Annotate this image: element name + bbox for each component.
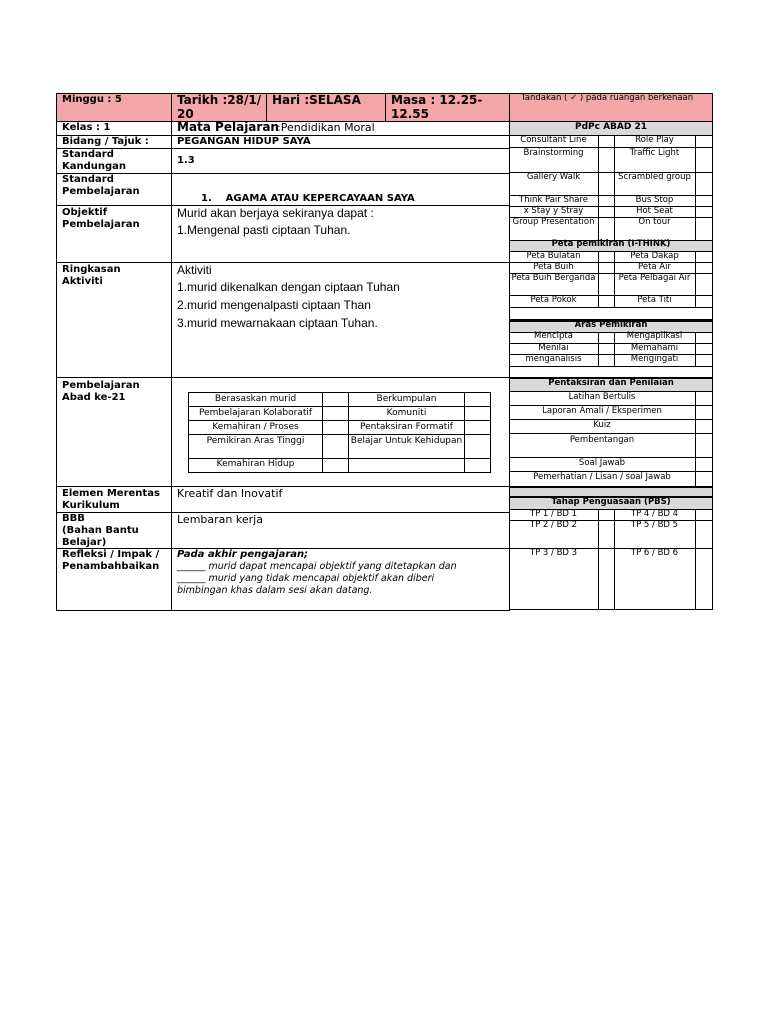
- refleksi-label-2: Penambahbaikan: [62, 561, 160, 572]
- elemen-value: Kreatif dan Inovatif: [177, 487, 283, 500]
- pentaksiran-item: Pembentangan: [569, 435, 635, 445]
- row-line: [56, 486, 510, 487]
- right-grid-line: [509, 366, 713, 367]
- abad-item: Kemahiran Hidup: [216, 459, 295, 469]
- pdpc-title: PdPc ABAD 21: [574, 122, 648, 132]
- aras-item: menganalisis: [525, 354, 582, 364]
- pentaksiran-item: Pemerhatian / Lisan / soal Jawab: [533, 472, 671, 482]
- pdpc-item: Role Play: [635, 135, 674, 145]
- obj-line-2: 1.Mengenal pasti ciptaan Tuhan.: [177, 223, 351, 237]
- right-grid-line: [598, 251, 599, 307]
- abad-item: Berasaskan murid: [214, 394, 297, 404]
- mata-value: :Pendidikan Moral: [277, 121, 375, 134]
- tahap-item: TP 6 / BD 6: [630, 548, 679, 558]
- tarikh-line1: Tarikh :28/1/: [177, 93, 262, 107]
- tahap-item: TP 4 / BD 4: [630, 509, 679, 519]
- ithink-item: Peta Buih Berganda: [511, 273, 596, 283]
- right-grid-line: [695, 332, 696, 366]
- ithink-item: Peta Pelbagai Air: [618, 273, 691, 283]
- pdpc-item: x Stay y Stray: [523, 206, 584, 216]
- abad-item: Kemahiran / Proses: [212, 422, 299, 432]
- minggu-text: Minggu : 5: [62, 94, 122, 105]
- tahap-item: TP 3 / BD 3: [529, 548, 578, 558]
- right-grid-line: [509, 307, 713, 308]
- pdpc-item: Brainstorming: [523, 148, 584, 158]
- pentaksiran-item: Soal Jawab: [578, 458, 626, 468]
- pentaksiran-item: Latihan Bertulis: [568, 392, 636, 402]
- sp-label-2: Pembelajaran: [62, 186, 140, 197]
- sk-label-2: Kandungan: [62, 161, 127, 172]
- ithink-item: Peta Air: [638, 262, 671, 272]
- sp-label-1: Standard: [62, 174, 114, 185]
- ithink-item: Peta Titi: [637, 295, 672, 305]
- abad-grid-line: [188, 434, 491, 435]
- aras-title: Aras Pemikiran: [574, 320, 648, 330]
- abad-item: Komuniti: [386, 408, 427, 418]
- pdpc-item: Scrambled group: [618, 172, 691, 182]
- ithink-item: Peta Dakap: [630, 251, 679, 261]
- elemen-label-2: Kurikulum: [62, 500, 120, 511]
- ringkasan-label-2: Aktiviti: [62, 276, 103, 287]
- bidang-label: Bidang / Tajuk :: [62, 136, 149, 147]
- right-grid-line: [695, 135, 696, 240]
- pdpc-item: Gallery Walk: [526, 172, 581, 182]
- pentaksiran-item: Laporan Amali / Eksperimen: [542, 406, 662, 416]
- row-line: [56, 377, 510, 378]
- abad-grid-line: [322, 392, 323, 473]
- masa-line2: 12.55: [391, 107, 429, 121]
- ringkasan-line: 3.murid mewarnakaan ciptaan Tuhan.: [177, 316, 378, 330]
- right-grid-line: [695, 509, 696, 610]
- refleksi-line-3: bimbingan khas dalam sesi akan datang.: [177, 585, 373, 596]
- tahap-title: Tahap Penguasaan (PBS): [551, 497, 671, 507]
- obj-label-1: Objektif: [62, 207, 108, 218]
- row-line: [56, 148, 510, 149]
- abad-grid-line: [464, 392, 465, 473]
- row-line: [56, 512, 510, 513]
- pdpc-item: Think Pair Share: [519, 195, 588, 205]
- refleksi-label-1: Refleksi / Impak /: [62, 549, 160, 560]
- bbb-value: Lembaran kerja: [177, 513, 263, 526]
- refleksi-heading: Pada akhir pengajaran;: [177, 549, 309, 560]
- bbb-label-2: (Bahan Bantu: [62, 525, 139, 536]
- aras-item: Mengaplikasi: [626, 331, 683, 341]
- tahap-title-band: [509, 487, 713, 497]
- ithink-title: Peta pemikiran (I-THINK): [551, 239, 671, 249]
- bidang-value: PEGANGAN HIDUP SAYA: [177, 136, 311, 147]
- row-line: [56, 262, 510, 263]
- tandakan-text: Tandakan ( ✓ ) pada ruangan berkenaan: [521, 93, 694, 103]
- refleksi-line-2: ______ murid yang tidak mencapai objektif akan diberi: [177, 573, 435, 584]
- pdpc-item: Bus Stop: [635, 195, 674, 205]
- mata-label: Mata Pelajaran: [177, 120, 279, 134]
- tahap-item: TP 5 / BD 5: [630, 520, 679, 530]
- right-grid-line: [598, 509, 599, 610]
- sp-value: 1. AGAMA ATAU KEPERCAYAAN SAYA: [201, 193, 415, 204]
- tahap-item: TP 2 / BD 2: [529, 520, 578, 530]
- abad-grid-line: [188, 420, 491, 421]
- abad-grid-line: [188, 406, 491, 407]
- obj-label-2: Pembelajaran: [62, 219, 140, 230]
- masa-line1: Masa : 12.25-: [391, 93, 483, 107]
- abad-item: Belajar Untuk Kehidupan: [350, 436, 463, 446]
- ringkasan-line: 2.murid mengenalpasti ciptaan Than: [177, 298, 371, 312]
- pdpc-item: On tour: [638, 217, 671, 227]
- sk-label-1: Standard: [62, 149, 114, 160]
- pdpc-item: Consultant Line: [520, 135, 587, 145]
- aras-item: Mengingati: [630, 354, 679, 364]
- ithink-item: Peta Bulatan: [526, 251, 581, 261]
- ithink-item: Peta Pokok: [530, 295, 577, 305]
- pdpc-item: Traffic Light: [629, 148, 680, 158]
- right-grid-line: [695, 251, 696, 307]
- ringkasan-label-1: Ringkasan: [62, 264, 121, 275]
- right-grid-line: [509, 433, 713, 434]
- row-line: [56, 173, 510, 174]
- aras-item: Mencipta: [534, 331, 573, 341]
- right-grid-line: [598, 332, 599, 366]
- aras-item: Memahami: [630, 343, 679, 353]
- abad-item: Pembelajaran Kolaboratif: [198, 408, 313, 418]
- pdpc-item: Hot Seat: [636, 206, 673, 216]
- ringkasan-line: 1.murid dikenalkan dengan ciptaan Tuhan: [177, 280, 400, 294]
- aras-item: Menilai: [538, 343, 569, 353]
- hari-text: Hari :SELASA: [272, 93, 361, 107]
- sk-value: 1.3: [177, 155, 195, 166]
- refleksi-line-1: ______ murid dapat mencapai objektif yang ditetapkan dan: [177, 561, 457, 572]
- pdpc-item: Group Presentation: [512, 217, 595, 227]
- ringkasan-line: Aktiviti: [177, 263, 212, 277]
- pentaksiran-title: Pentaksiran dan Penilaian: [548, 378, 674, 388]
- abad-label-2: Abad ke-21: [62, 392, 126, 403]
- bbb-label-3: Belajar): [62, 537, 107, 548]
- right-grid-line: [509, 419, 713, 420]
- abad-item: Pentaksiran Formatif: [360, 422, 453, 432]
- kelas-label: Kelas : 1: [62, 122, 111, 133]
- abad-item: Berkumpulan: [376, 394, 437, 404]
- bbb-label-1: BBB: [62, 513, 85, 524]
- elemen-label-1: Elemen Merentas: [62, 488, 160, 499]
- tahap-item: TP 1 / BD 1: [529, 509, 578, 519]
- abad-item: Pemikiran Aras Tinggi: [206, 436, 305, 446]
- tarikh-line2: 20: [177, 107, 194, 121]
- pentaksiran-item: Kuiz: [593, 420, 611, 430]
- right-grid-line: [598, 135, 599, 240]
- abad-label-1: Pembelajaran: [62, 380, 140, 391]
- label-divider: [171, 121, 172, 610]
- obj-line-1: Murid akan berjaya sekiranya dapat :: [177, 206, 374, 220]
- row-line: [56, 610, 510, 611]
- ithink-item: Peta Buih: [533, 262, 574, 272]
